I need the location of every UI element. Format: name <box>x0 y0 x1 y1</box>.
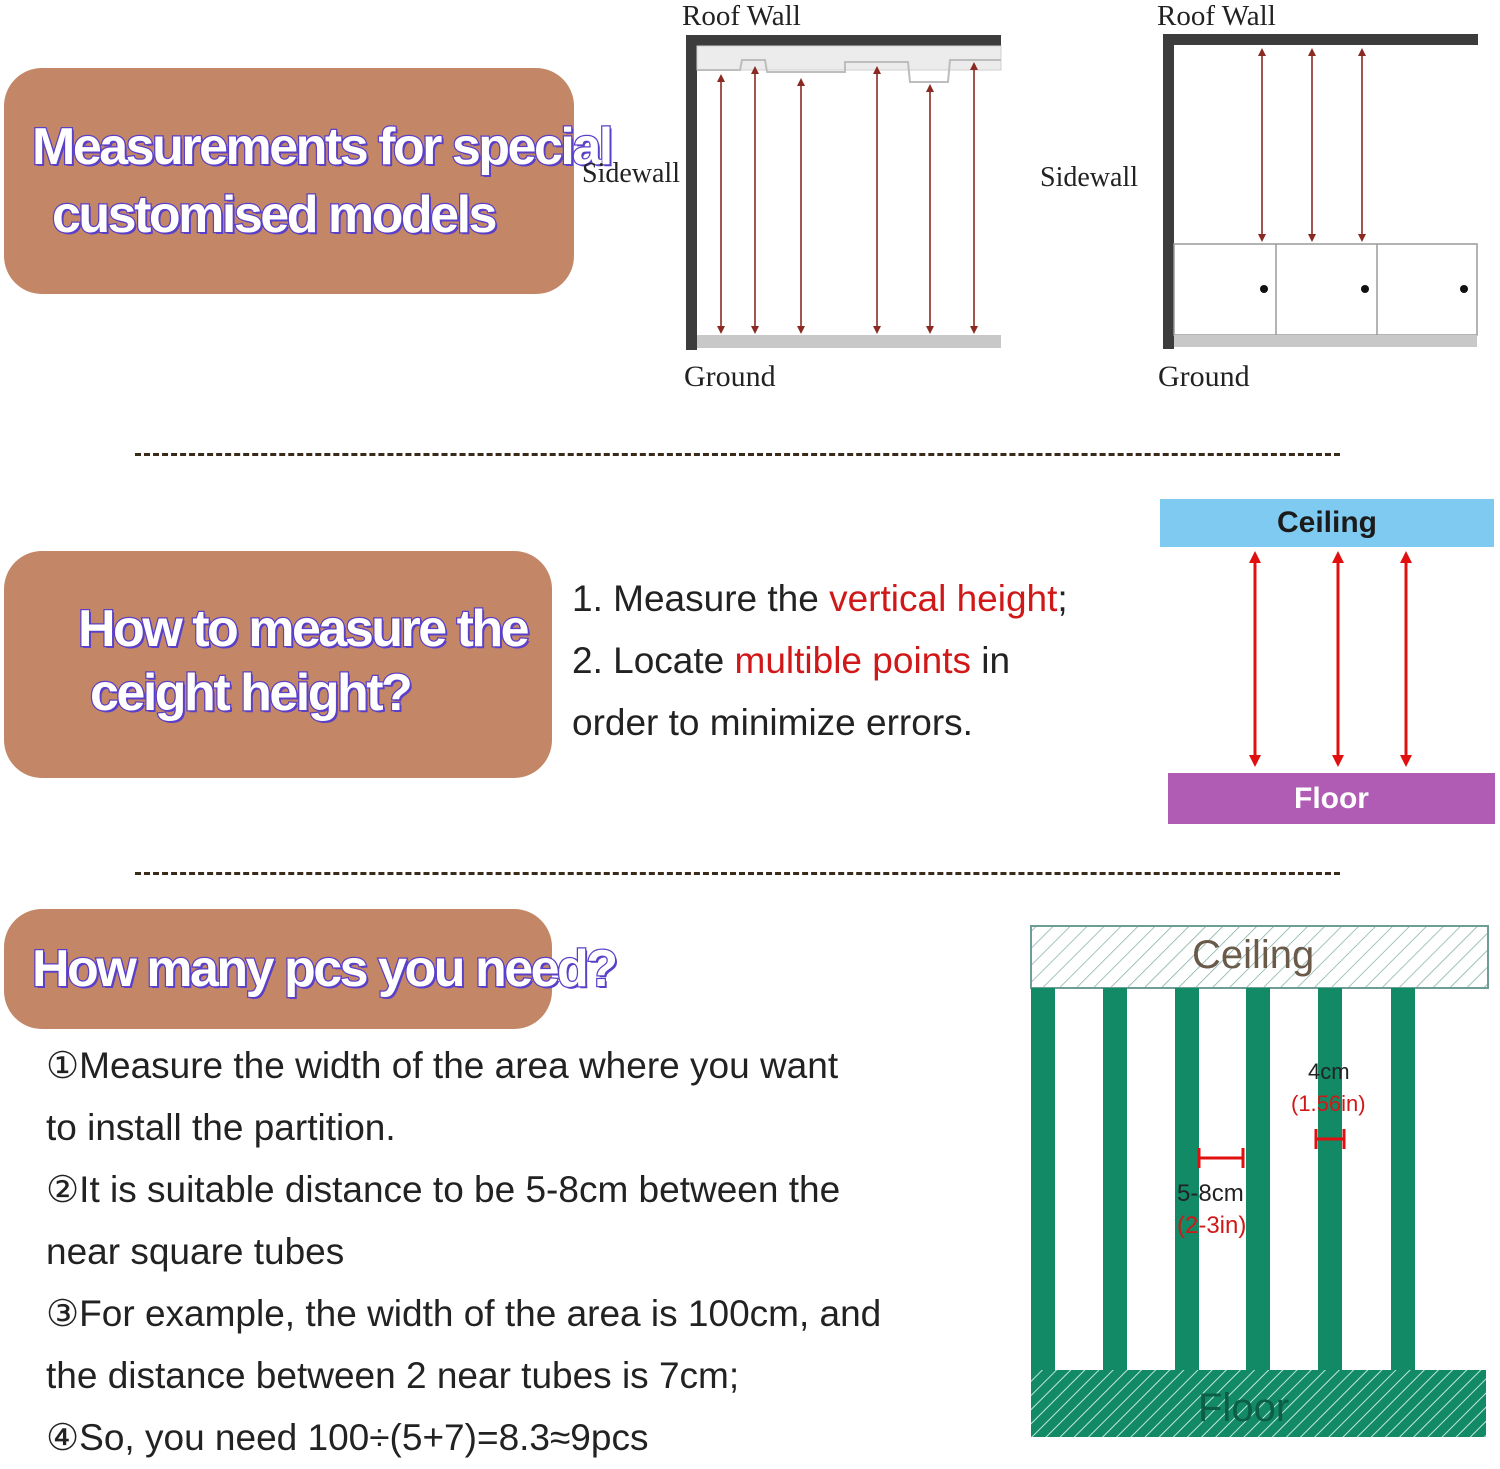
section-divider <box>135 453 1340 456</box>
left-room-diagram <box>680 30 1010 355</box>
tube-width-in-label: (1.56in) <box>1291 1091 1366 1116</box>
floor-bar: Floor <box>1168 773 1495 824</box>
section1-title-pill <box>4 68 574 294</box>
vertical-height-arrows <box>1230 547 1430 773</box>
diagram-ceiling-label: Ceiling <box>1192 933 1315 977</box>
gap-in-label: (2-3in) <box>1177 1212 1247 1239</box>
section2-title-line2: ceight height? <box>90 664 411 722</box>
section2-title-line1: How to measure the <box>78 600 528 658</box>
ceiling-bar: Ceiling <box>1160 499 1494 547</box>
section-divider-2 <box>135 872 1340 875</box>
pcs-line-7: ④So, you need 100÷(5+7)=8.3≈9pcs <box>46 1417 649 1458</box>
section3-title: How many pcs you need? <box>32 940 616 998</box>
right-ground-label: Ground <box>1158 360 1250 393</box>
pcs-line-5: ③For example, the width of the area is 100cm, and <box>46 1293 882 1334</box>
pcs-line-2: to install the partition. <box>46 1107 396 1148</box>
section1-title-line2: customised models <box>52 186 495 244</box>
pcs-line-4: near square tubes <box>46 1231 345 1272</box>
tube-spacing-diagram <box>1025 920 1495 1445</box>
right-roof-wall-label: Roof Wall <box>1157 0 1276 32</box>
section1-title-line1: Measurements for special <box>32 118 611 176</box>
left-ground-label: Ground <box>684 360 776 393</box>
right-sidewall-label: Sidewall <box>1040 162 1138 193</box>
measure-step-1: 1. Measure the vertical height; <box>572 578 1068 619</box>
left-roof-wall-label: Roof Wall <box>682 0 801 32</box>
tube-width-cm-label: 4cm <box>1308 1059 1350 1084</box>
pcs-line-1: ①Measure the width of the area where you want <box>46 1045 839 1086</box>
measure-step-2-cont: order to minimize errors. <box>572 702 973 743</box>
gap-cm-label: 5-8cm <box>1177 1180 1244 1207</box>
diagram-floor-label: Floor <box>1198 1386 1290 1430</box>
pcs-line-6: the distance between 2 near tubes is 7cm; <box>46 1355 740 1396</box>
measure-step-2: 2. Locate multible points in <box>572 640 1011 681</box>
right-room-diagram <box>1160 30 1485 355</box>
left-sidewall-label: Sidewall <box>582 158 680 189</box>
pcs-line-3: ②It is suitable distance to be 5-8cm between the <box>46 1169 841 1210</box>
